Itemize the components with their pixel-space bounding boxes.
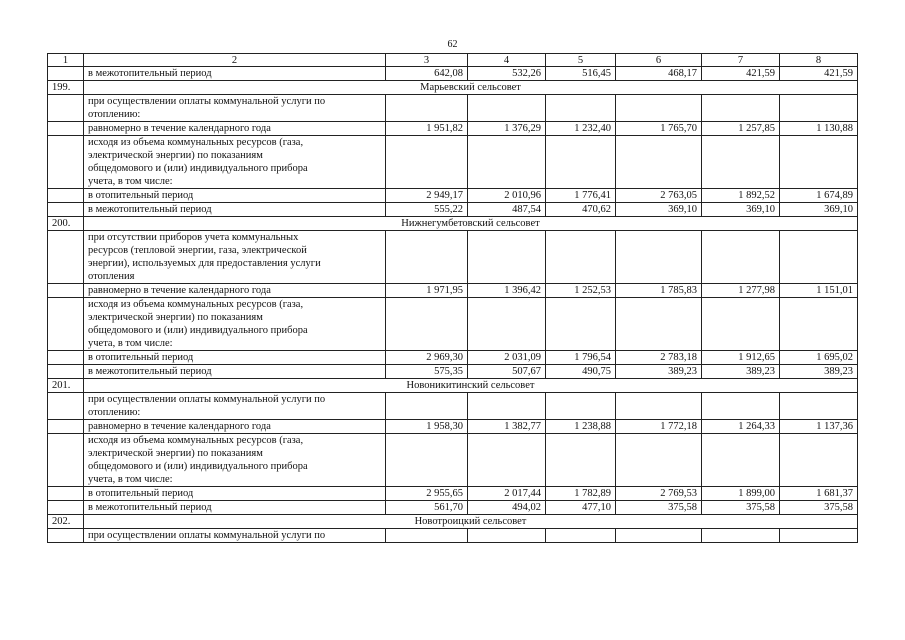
description-row [48,231,858,284]
page-number: 62 [447,39,458,50]
empty-cell [386,393,468,420]
value-cell: 507,67 [468,365,546,379]
empty-cell [780,95,858,122]
value-row [48,284,858,298]
empty-cell [780,393,858,420]
value-cell: 1 681,37 [780,487,858,501]
description-cell [84,136,386,189]
value-cell: 1 912,65 [702,351,780,365]
empty-cell [386,298,468,351]
header-cell: 6 [616,54,702,67]
empty-cell [48,351,84,365]
description-row [48,298,858,351]
value-cell: 487,54 [468,203,546,217]
empty-cell [468,434,546,487]
row-label: в отопительный период [84,487,386,501]
empty-cell [48,189,84,203]
empty-cell [386,529,468,543]
description-line: учета, в том числе: [88,338,173,349]
description-line: исходя из объема коммунальных ресурсов (газа, [88,299,304,310]
value-cell: 1 892,52 [702,189,780,203]
description-cell [84,529,386,543]
value-cell: 375,58 [616,501,702,515]
value-cell: 1 674,89 [780,189,858,203]
empty-cell [702,393,780,420]
table-body [48,54,858,543]
empty-cell [48,365,84,379]
empty-cell [546,95,616,122]
row-label: в отопительный период [84,351,386,365]
section-row [48,515,858,529]
value-cell: 470,62 [546,203,616,217]
value-cell: 1 782,89 [546,487,616,501]
value-row [48,365,858,379]
value-cell: 1 765,70 [616,122,702,136]
value-cell: 1 971,95 [386,284,468,298]
value-cell: 1 951,82 [386,122,468,136]
empty-cell [48,393,84,420]
value-cell: 1 376,29 [468,122,546,136]
value-row [48,487,858,501]
value-cell: 1 772,18 [616,420,702,434]
value-cell: 1 151,01 [780,284,858,298]
empty-cell [702,529,780,543]
value-row [48,67,858,81]
value-cell: 2 763,05 [616,189,702,203]
description-row [48,529,858,543]
description-row [48,393,858,420]
description-cell [84,393,386,420]
value-cell: 1 899,00 [702,487,780,501]
value-cell: 2 955,65 [386,487,468,501]
header-row [48,54,858,67]
description-line: общедомового и (или) индивидуального прибора [88,325,308,336]
value-cell: 369,10 [616,203,702,217]
description-row [48,434,858,487]
header-cell: 8 [780,54,858,67]
section-row [48,379,858,393]
section-title: Новоникитинский сельсовет [84,379,858,393]
row-label: равномерно в течение календарного года [84,420,386,434]
description-cell [84,298,386,351]
description-cell [84,434,386,487]
empty-cell [546,434,616,487]
description-line: при отсутствии приборов учета коммунальных [88,232,299,243]
value-cell: 555,22 [386,203,468,217]
description-line: электрической энергии) по показаниям [88,312,263,323]
header-cell: 3 [386,54,468,67]
row-label: в межотопительный период [84,501,386,515]
empty-cell [616,95,702,122]
empty-cell [468,95,546,122]
empty-cell [48,487,84,501]
value-cell: 1 257,85 [702,122,780,136]
description-line: исходя из объема коммунальных ресурсов (газа, [88,435,304,446]
empty-cell [48,420,84,434]
description-line: при осуществлении оплаты коммунальной услуги по [88,530,326,541]
value-cell: 1 776,41 [546,189,616,203]
empty-cell [386,434,468,487]
value-cell: 1 232,40 [546,122,616,136]
empty-cell [48,136,84,189]
empty-cell [780,434,858,487]
value-cell: 2 949,17 [386,189,468,203]
value-cell: 2 017,44 [468,487,546,501]
empty-cell [48,67,84,81]
section-title: Марьевский сельсовет [84,81,858,95]
empty-cell [48,231,84,284]
empty-cell [702,136,780,189]
description-line: отоплению: [88,407,141,418]
value-cell: 575,35 [386,365,468,379]
row-label: равномерно в течение календарного года [84,122,386,136]
empty-cell [546,529,616,543]
empty-cell [468,231,546,284]
header-cell: 2 [84,54,386,67]
description-line: при осуществлении оплаты коммунальной услуги по [88,394,326,405]
section-title: Нижнегумбетовский сельсовет [84,217,858,231]
value-cell: 532,26 [468,67,546,81]
value-cell: 1 137,36 [780,420,858,434]
empty-cell [546,298,616,351]
empty-cell [48,95,84,122]
value-cell: 490,75 [546,365,616,379]
section-number: 202. [48,515,84,529]
empty-cell [546,393,616,420]
empty-cell [616,231,702,284]
empty-cell [386,136,468,189]
value-row [48,501,858,515]
value-cell: 375,58 [780,501,858,515]
value-row [48,351,858,365]
value-row [48,189,858,203]
value-cell: 421,59 [702,67,780,81]
description-line: учета, в том числе: [88,474,173,485]
value-cell: 2 010,96 [468,189,546,203]
empty-cell [616,529,702,543]
empty-cell [780,136,858,189]
empty-cell [780,529,858,543]
empty-cell [48,284,84,298]
empty-cell [468,529,546,543]
value-cell: 389,23 [616,365,702,379]
description-line: исходя из объема коммунальных ресурсов (газа, [88,137,304,148]
description-line: отопления [88,271,135,282]
empty-cell [546,136,616,189]
empty-cell [702,434,780,487]
value-cell: 369,10 [780,203,858,217]
value-cell: 1 130,88 [780,122,858,136]
header-cell: 7 [702,54,780,67]
value-cell: 516,45 [546,67,616,81]
value-cell: 1 277,98 [702,284,780,298]
value-cell: 375,58 [702,501,780,515]
value-cell: 1 785,83 [616,284,702,298]
section-row [48,81,858,95]
empty-cell [780,231,858,284]
value-cell: 1 382,77 [468,420,546,434]
value-cell: 1 238,88 [546,420,616,434]
row-label: равномерно в течение календарного года [84,284,386,298]
empty-cell [48,501,84,515]
empty-cell [386,231,468,284]
value-cell: 1 695,02 [780,351,858,365]
description-line: общедомового и (или) индивидуального прибора [88,461,308,472]
empty-cell [546,231,616,284]
header-cell: 1 [48,54,84,67]
value-cell: 1 264,33 [702,420,780,434]
header-cell: 4 [468,54,546,67]
empty-cell [616,434,702,487]
value-cell: 421,59 [780,67,858,81]
empty-cell [386,95,468,122]
row-label: в межотопительный период [84,365,386,379]
description-line: электрической энергии) по показаниям [88,150,263,161]
row-label: в отопительный период [84,189,386,203]
section-number: 201. [48,379,84,393]
value-cell: 389,23 [780,365,858,379]
header-cell: 5 [546,54,616,67]
empty-cell [616,298,702,351]
description-line: учета, в том числе: [88,176,173,187]
empty-cell [48,298,84,351]
section-title: Новотроицкий сельсовет [84,515,858,529]
value-cell: 1 796,54 [546,351,616,365]
description-row [48,95,858,122]
value-row [48,203,858,217]
empty-cell [616,136,702,189]
empty-cell [468,136,546,189]
empty-cell [616,393,702,420]
description-line: энергии), используемых для предоставления услуги [88,258,321,269]
description-cell [84,95,386,122]
value-cell: 468,17 [616,67,702,81]
empty-cell [780,298,858,351]
value-cell: 389,23 [702,365,780,379]
description-line: отоплению: [88,109,141,120]
description-line: электрической энергии) по показаниям [88,448,263,459]
section-number: 200. [48,217,84,231]
value-cell: 1 396,42 [468,284,546,298]
empty-cell [48,122,84,136]
value-row [48,122,858,136]
empty-cell [48,203,84,217]
value-cell: 477,10 [546,501,616,515]
value-row [48,420,858,434]
empty-cell [702,95,780,122]
value-cell: 1 958,30 [386,420,468,434]
value-cell: 1 252,53 [546,284,616,298]
tariff-table [47,53,858,543]
description-line: общедомового и (или) индивидуального прибора [88,163,308,174]
value-cell: 2 783,18 [616,351,702,365]
section-number: 199. [48,81,84,95]
value-cell: 2 769,53 [616,487,702,501]
description-cell [84,231,386,284]
description-row [48,136,858,189]
empty-cell [702,298,780,351]
description-line: при осуществлении оплаты коммунальной услуги по [88,96,326,107]
empty-cell [702,231,780,284]
value-cell: 494,02 [468,501,546,515]
value-cell: 561,70 [386,501,468,515]
value-cell: 642,08 [386,67,468,81]
description-line: ресурсов (тепловой энергии, газа, электрической [88,245,307,256]
section-row [48,217,858,231]
row-label: в межотопительный период [84,67,386,81]
empty-cell [468,393,546,420]
value-cell: 2 969,30 [386,351,468,365]
empty-cell [468,298,546,351]
empty-cell [48,434,84,487]
row-label: в межотопительный период [84,203,386,217]
value-cell: 2 031,09 [468,351,546,365]
value-cell: 369,10 [702,203,780,217]
empty-cell [48,529,84,543]
